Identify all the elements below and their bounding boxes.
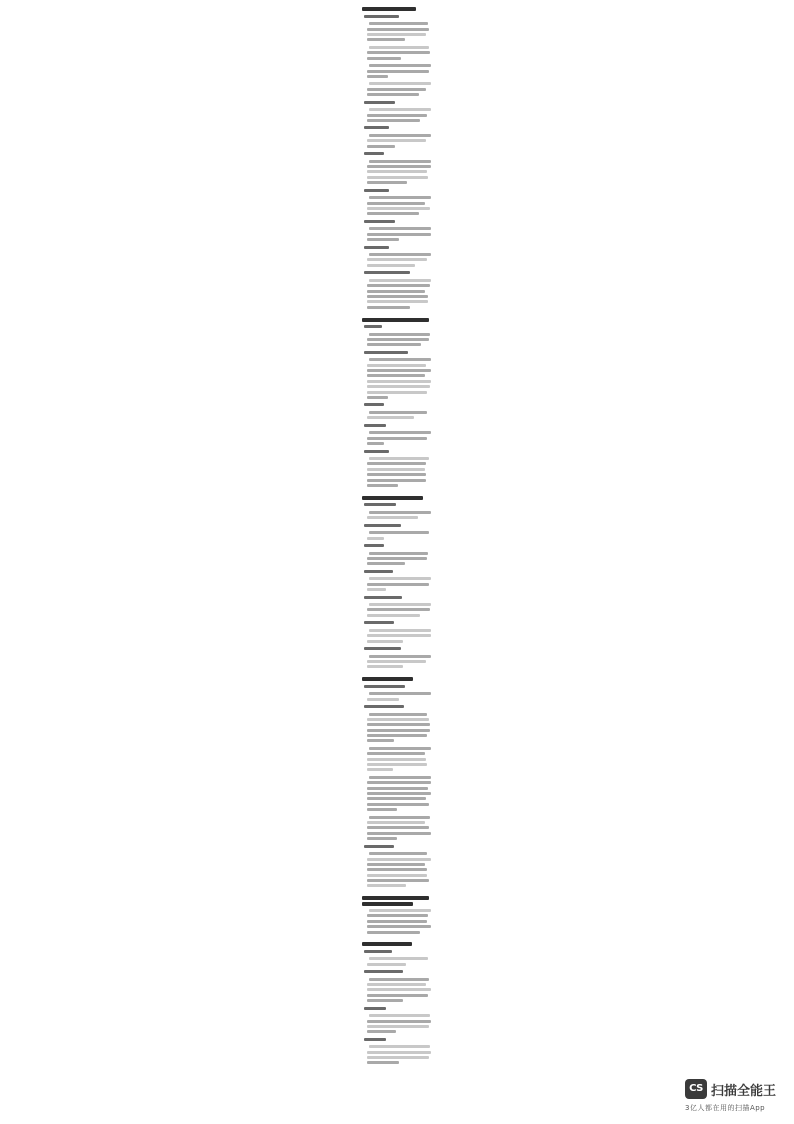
- heading-line: [364, 596, 402, 599]
- text-line: [367, 51, 430, 54]
- text-line: [367, 821, 425, 824]
- camscanner-logo-icon: CS: [685, 1079, 707, 1099]
- text-line: [367, 57, 401, 60]
- watermark-tagline: 3亿人都在用的扫描App: [685, 1104, 766, 1112]
- text-line: [367, 718, 429, 721]
- text-line: [367, 768, 393, 771]
- text-line: [367, 1051, 431, 1054]
- heading-line: [364, 220, 395, 223]
- text-line: [369, 776, 431, 779]
- heading-line: [364, 503, 396, 506]
- watermark-app-name: 扫描全能王: [711, 1084, 777, 1099]
- text-line: [367, 88, 426, 91]
- text-line: [369, 64, 431, 67]
- text-line: [367, 537, 384, 540]
- text-line: [367, 170, 427, 173]
- text-line: [367, 863, 425, 866]
- text-line: [367, 925, 431, 928]
- text-line: [367, 832, 431, 835]
- text-line: [369, 909, 431, 912]
- text-line: [367, 516, 418, 519]
- text-line: [367, 165, 431, 168]
- heading-line: [364, 685, 405, 688]
- text-line: [367, 284, 430, 287]
- scanned-document-page: [361, 3, 433, 1071]
- text-line: [367, 874, 427, 877]
- heading-line: [364, 126, 389, 129]
- heading-line: [364, 101, 395, 104]
- heading-line: [364, 621, 394, 624]
- text-line: [367, 999, 403, 1002]
- text-line: [367, 75, 388, 78]
- text-line: [367, 176, 428, 179]
- text-line: [367, 1020, 431, 1023]
- text-line: [369, 816, 430, 819]
- text-line: [367, 295, 428, 298]
- text-line: [369, 692, 431, 695]
- text-line: [367, 994, 428, 997]
- text-line: [367, 698, 399, 701]
- text-line: [369, 603, 431, 606]
- text-line: [367, 202, 425, 205]
- text-line: [369, 134, 431, 137]
- text-line: [367, 963, 406, 966]
- text-line: [369, 160, 431, 163]
- text-line: [367, 634, 431, 637]
- heading-line: [364, 950, 392, 953]
- text-line: [367, 1061, 399, 1064]
- text-line: [367, 369, 431, 372]
- heading-line: [364, 424, 386, 427]
- text-line: [369, 358, 431, 361]
- text-line: [369, 82, 431, 85]
- text-line: [367, 468, 425, 471]
- text-line: [369, 1045, 430, 1048]
- text-line: [369, 108, 431, 111]
- text-line: [367, 1056, 429, 1059]
- text-line: [367, 608, 430, 611]
- text-line: [369, 253, 431, 256]
- heading-line: [364, 970, 403, 973]
- heading-line: [364, 524, 401, 527]
- text-line: [367, 723, 430, 726]
- heading-line: [364, 1007, 386, 1010]
- text-line: [367, 473, 426, 476]
- text-line: [369, 46, 429, 49]
- heading-line: [364, 152, 384, 155]
- text-line: [367, 416, 414, 419]
- text-line: [369, 411, 427, 414]
- text-line: [367, 763, 427, 766]
- text-line: [369, 431, 431, 434]
- text-line: [367, 139, 426, 142]
- heading-line: [362, 902, 413, 906]
- text-line: [369, 552, 428, 555]
- heading-line: [364, 1038, 386, 1041]
- text-line: [367, 562, 405, 565]
- heading-line: [362, 7, 416, 11]
- heading-line: [364, 705, 404, 708]
- heading-line: [364, 845, 394, 848]
- text-line: [367, 364, 426, 367]
- text-line: [369, 957, 428, 960]
- text-line: [367, 462, 426, 465]
- text-line: [367, 557, 427, 560]
- text-line: [369, 577, 431, 580]
- text-line: [367, 665, 403, 668]
- text-line: [369, 333, 430, 336]
- heading-line: [364, 15, 399, 18]
- text-line: [367, 479, 426, 482]
- heading-line: [362, 318, 429, 322]
- text-line: [367, 983, 426, 986]
- text-line: [367, 207, 430, 210]
- text-line: [367, 879, 429, 882]
- text-line: [367, 752, 425, 755]
- heading-line: [364, 647, 401, 650]
- heading-line: [364, 246, 389, 249]
- text-line: [367, 374, 425, 377]
- text-line: [369, 279, 431, 282]
- text-line: [367, 660, 426, 663]
- text-line: [367, 803, 429, 806]
- text-line: [367, 300, 428, 303]
- text-line: [369, 978, 429, 981]
- text-line: [367, 33, 426, 36]
- text-line: [367, 837, 397, 840]
- text-line: [369, 747, 431, 750]
- text-line: [367, 988, 431, 991]
- heading-line: [362, 496, 423, 500]
- text-line: [367, 290, 425, 293]
- text-line: [367, 38, 405, 41]
- text-line: [367, 787, 428, 790]
- text-line: [367, 114, 427, 117]
- text-line: [367, 588, 386, 591]
- text-line: [367, 858, 431, 861]
- text-line: [367, 826, 429, 829]
- text-line: [367, 343, 421, 346]
- text-line: [367, 484, 398, 487]
- text-line: [369, 227, 431, 230]
- text-line: [367, 145, 395, 148]
- text-line: [367, 93, 419, 96]
- heading-line: [364, 351, 408, 354]
- text-line: [367, 28, 429, 31]
- text-line: [369, 852, 427, 855]
- text-line: [367, 583, 429, 586]
- text-line: [367, 338, 429, 341]
- text-line: [367, 119, 420, 122]
- text-line: [369, 629, 431, 632]
- text-line: [367, 808, 397, 811]
- text-line: [367, 614, 420, 617]
- text-line: [367, 70, 429, 73]
- text-line: [367, 238, 399, 241]
- text-line: [367, 640, 403, 643]
- text-line: [367, 868, 427, 871]
- text-line: [369, 22, 428, 25]
- text-line: [367, 739, 394, 742]
- text-line: [369, 531, 429, 534]
- heading-line: [364, 403, 384, 406]
- text-line: [367, 1025, 429, 1028]
- text-line: [367, 792, 431, 795]
- text-line: [367, 781, 431, 784]
- text-line: [367, 931, 420, 934]
- text-line: [367, 380, 431, 383]
- text-line: [367, 758, 426, 761]
- text-line: [369, 457, 429, 460]
- text-line: [367, 181, 407, 184]
- text-line: [367, 306, 410, 309]
- text-line: [367, 729, 430, 732]
- heading-line: [364, 189, 389, 192]
- text-line: [367, 920, 427, 923]
- text-line: [367, 264, 415, 267]
- text-line: [367, 442, 384, 445]
- text-line: [367, 391, 427, 394]
- text-line: [367, 797, 426, 800]
- text-line: [367, 233, 431, 236]
- text-line: [367, 385, 430, 388]
- heading-line: [364, 570, 393, 573]
- scanner-watermark: [685, 1079, 785, 1117]
- text-line: [367, 734, 427, 737]
- heading-line: [364, 325, 382, 328]
- text-line: [369, 196, 431, 199]
- text-line: [367, 396, 388, 399]
- text-line: [367, 258, 427, 261]
- heading-line: [362, 677, 413, 681]
- heading-line: [364, 450, 389, 453]
- heading-line: [362, 896, 429, 900]
- text-line: [369, 713, 427, 716]
- heading-line: [364, 544, 384, 547]
- text-line: [369, 655, 431, 658]
- heading-line: [362, 942, 412, 946]
- text-line: [367, 212, 419, 215]
- text-line: [367, 437, 427, 440]
- heading-line: [364, 271, 410, 274]
- text-line: [367, 884, 406, 887]
- text-line: [367, 1030, 396, 1033]
- text-line: [367, 914, 428, 917]
- text-line: [369, 1014, 430, 1017]
- text-line: [369, 511, 431, 514]
